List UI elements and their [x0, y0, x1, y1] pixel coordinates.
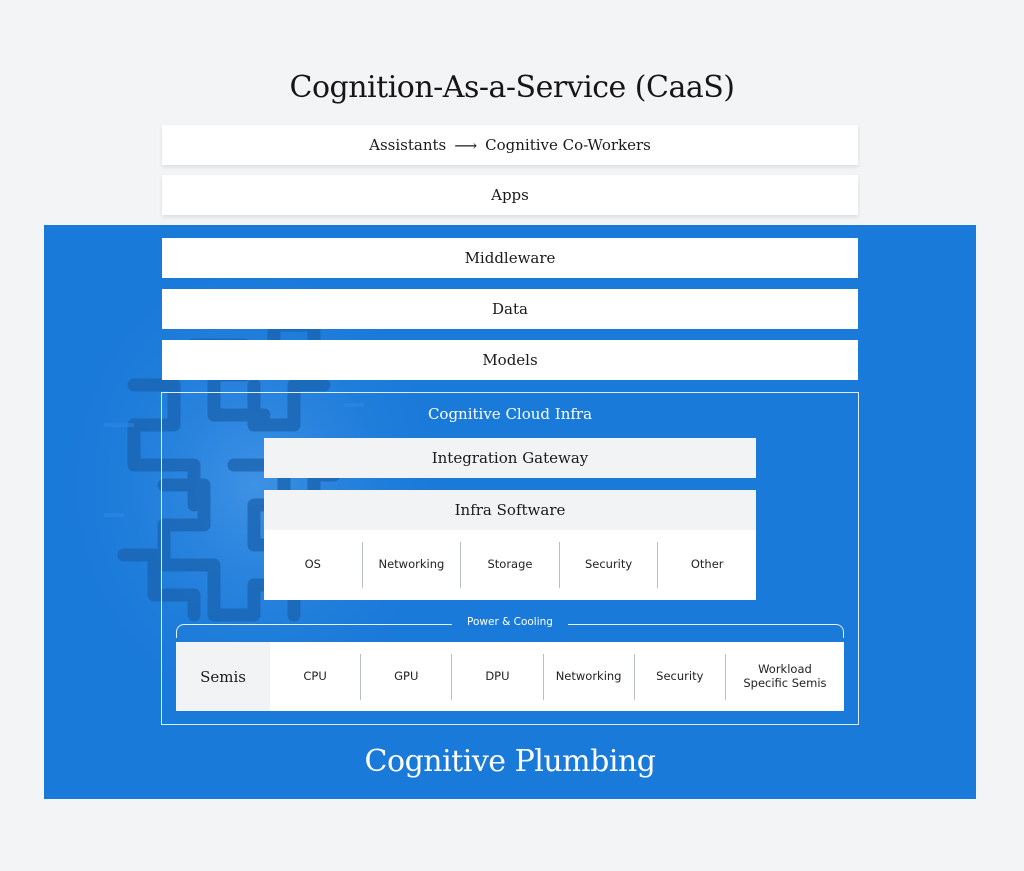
middleware-label: Middleware: [464, 249, 556, 267]
semis-item-gpu: GPU: [360, 654, 451, 700]
right-arrow-icon: ⟶: [454, 135, 478, 155]
software-item-os: OS: [304, 557, 321, 572]
middleware-layer: [162, 238, 858, 278]
semis-label: Semis: [176, 642, 270, 711]
assistants-label: Assistants: [369, 136, 447, 154]
infra-software-label: Infra Software: [454, 501, 566, 519]
models-layer: [162, 340, 858, 380]
data-label: Data: [492, 300, 528, 318]
semis-item-cpu: CPU: [303, 668, 327, 683]
integration-gateway-layer: [264, 438, 756, 478]
software-item-networking: Networking: [362, 542, 461, 588]
software-item-security: Security: [559, 542, 658, 588]
infra-software-row: [264, 530, 756, 600]
power-cooling-label: Power & Cooling: [452, 616, 568, 628]
assistants-layer: [162, 125, 858, 165]
software-item-other: Other: [657, 542, 756, 588]
cloud-infra-title: Cognitive Cloud Infra: [427, 405, 593, 423]
infra-software-header: [264, 490, 756, 530]
semis-item-workload-specific: Workload Specific Semis: [725, 654, 844, 700]
semis-items: [270, 654, 844, 700]
coworkers-label: Cognitive Co-Workers: [485, 136, 651, 154]
models-label: Models: [482, 351, 538, 369]
apps-layer: [162, 175, 858, 215]
semis-item-security: Security: [634, 654, 725, 700]
data-layer: [162, 289, 858, 329]
semis-item-networking: Networking: [543, 654, 634, 700]
page-title: Cognition-As-a-Service (CaaS): [289, 70, 735, 105]
integration-gateway-label: Integration Gateway: [431, 449, 589, 467]
semis-row: [176, 642, 844, 711]
software-item-storage: Storage: [460, 542, 559, 588]
semis-item-dpu: DPU: [451, 654, 542, 700]
apps-label: Apps: [491, 186, 529, 204]
cognitive-plumbing-title: Cognitive Plumbing: [364, 744, 656, 779]
